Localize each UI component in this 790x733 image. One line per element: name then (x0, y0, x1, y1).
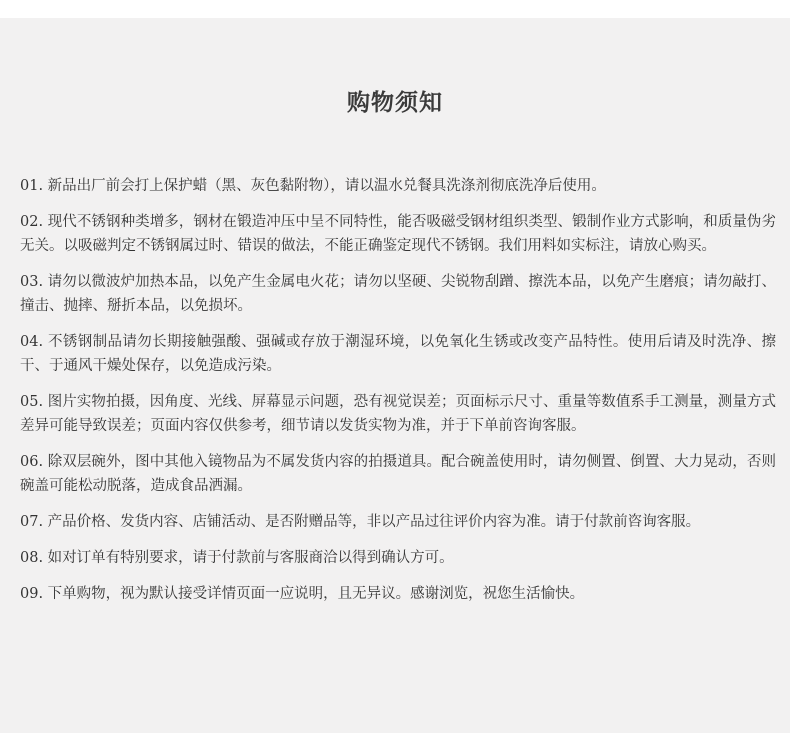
notice-list (20, 174, 776, 618)
notice-item-06: 06. 除双层碗外，图中其他入镜物品为不属发货内容的拍摄道具。配合碗盖使用时，请勿侧置、倒置、大力晃动，否则碗盖可能松动脱落，造成食品洒漏。 (20, 454, 776, 494)
notice-item-01: 01. 新品出厂前会打上保护蜡（黑、灰色黏附物），请以温水兑餐具洗涤剂彻底洗净后使用。 (20, 178, 606, 194)
notice-item-09: 09. 下单购物，视为默认接受详情页面一应说明，且无异议。感谢浏览，祝您生活愉快。 (20, 586, 585, 602)
page-title: 购物须知 (347, 89, 443, 116)
notice-item-07: 07. 产品价格、发货内容、店铺活动、是否附赠品等，非以产品过往评价内容为准。请于付款前咨询客服。 (20, 514, 701, 530)
notice-item-08: 08. 如对订单有特别要求，请于付款前与客服商洽以得到确认方可。 (20, 550, 454, 566)
notice-item-04: 04. 不锈钢制品请勿长期接触强酸、强碱或存放于潮湿环境，以免氧化生锈或改变产品特性。使用后请及时洗净、擦干、于通风干燥处保存，以免造成污染。 (20, 334, 776, 374)
notice-item-05: 05. 图片实物拍摄，因角度、光线、屏幕显示问题，恐有视觉误差；页面标示尺寸、重量等数值系手工测量，测量方式差异可能导致误差；页面内容仅供参考，细节请以发货实物为准，并于下单前咨询客服。 (20, 394, 776, 434)
notice-item-03: 03. 请勿以微波炉加热本品，以免产生金属电火花；请勿以坚硬、尖锐物刮蹭、擦洗本品，以免产生磨痕；请勿敲打、撞击、抛摔、掰折本品，以免损坏。 (20, 274, 776, 314)
notice-item-02: 02. 现代不锈钢种类增多，钢材在锻造冲压中呈不同特性，能否吸磁受钢材组织类型、锻制作业方式影响，和质量伪劣无关。以吸磁判定不锈钢属过时、错误的做法，不能正确鉴定现代不锈钢。我们用料如实标注，请放心购买。 (20, 214, 776, 254)
